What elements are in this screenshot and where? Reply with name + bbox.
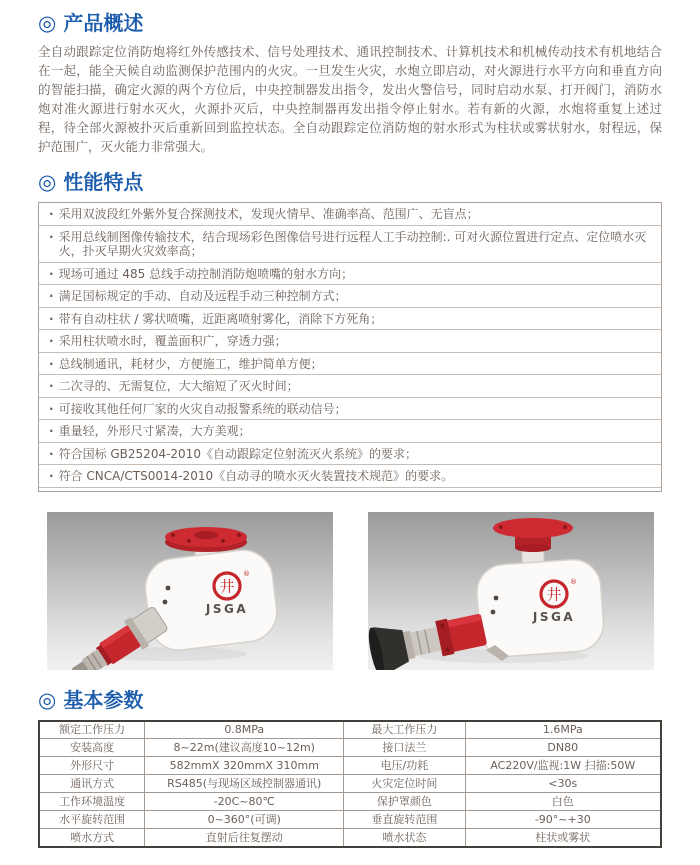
bullet-icon: ·	[49, 207, 54, 221]
feature-item	[39, 465, 661, 488]
param-value: RS485(与现场区域控制器通讯)	[145, 775, 344, 793]
feature-item	[39, 330, 661, 353]
param-label: 外形尺寸	[39, 757, 145, 775]
param-label: 水平旋转范围	[39, 811, 145, 829]
table-row	[39, 811, 661, 829]
param-label: 垂直旋转范围	[344, 811, 465, 829]
feature-item	[39, 353, 661, 376]
feature-text: 二次寻的、无需复位，大大缩短了灭火时间；	[58, 379, 299, 393]
sensor-dot	[162, 599, 167, 604]
bullet-icon: ·	[49, 401, 54, 416]
section-bullseye-icon: ◎	[38, 11, 57, 35]
param-label: 最大工作压力	[344, 721, 465, 739]
section-title-overview: 产品概述	[63, 11, 144, 35]
registered-mark: ®	[242, 569, 250, 578]
param-value: -20C~80℃	[145, 793, 344, 811]
param-label: 额定工作压力	[39, 721, 145, 739]
table-row	[39, 757, 661, 775]
param-value: DN80	[465, 739, 661, 757]
feature-item	[39, 420, 661, 443]
section-header-overview	[38, 10, 662, 36]
emblem-glyph: 井	[545, 585, 562, 603]
feature-item	[39, 203, 661, 226]
bullet-icon: ·	[49, 424, 54, 438]
param-label: 喷水方式	[39, 829, 145, 847]
param-value: 1.6MPa	[465, 721, 661, 739]
feature-text: 符合 CNCA/CTS0014-2010《自动寻的喷水灭火装置技术规范》的要求。	[58, 469, 454, 483]
fire-monitor-illustration-cone-nozzle	[368, 512, 654, 670]
feature-text: 满足国标规定的手动、自动及远程手动三种控制方式；	[58, 289, 347, 303]
monitor-body	[475, 557, 605, 657]
section-header-params	[38, 687, 662, 713]
product-photos-row	[38, 512, 662, 670]
feature-text: 符合国标 GB25204-2010《自动跟踪定位射流灭火系统》的要求；	[58, 446, 417, 461]
feature-text: 现场可通过 485 总线手动控制消防炮喷嘴的射水方向；	[58, 266, 354, 281]
table-row	[39, 775, 661, 793]
param-value: 582mmX 320mmX 310mm	[145, 757, 344, 775]
red-flange	[493, 518, 573, 564]
product-photo-right	[368, 512, 654, 670]
bullet-icon: ·	[49, 446, 54, 461]
param-label: 喷水状态	[344, 829, 465, 847]
param-value: -90°~+30	[465, 811, 661, 829]
section-bullseye-icon: ◎	[38, 687, 57, 712]
param-value: 0.8MPa	[145, 721, 344, 739]
basic-parameters-table	[38, 720, 662, 848]
param-label: 接口法兰	[344, 739, 465, 757]
feature-list	[38, 202, 662, 492]
feature-item	[39, 375, 661, 398]
sensor-dot	[165, 585, 170, 590]
feature-text: 总线制通讯，耗材少，方便施工，维护简单方便；	[58, 356, 323, 371]
feature-text: 采用双波段红外紫外复合探测技术，发现火情早、准确率高、范围广、无盲点；	[58, 207, 479, 221]
param-label: 保护罩颜色	[344, 793, 465, 811]
red-flange	[165, 527, 247, 552]
bullet-icon: ·	[49, 289, 54, 303]
section-bullseye-icon: ◎	[38, 170, 57, 194]
param-value: <30s	[465, 775, 661, 793]
table-row	[39, 793, 661, 811]
param-label: 火灾定位时间	[344, 775, 465, 793]
feature-item	[39, 443, 661, 466]
sensor-dot	[493, 595, 498, 600]
feature-item	[39, 398, 661, 421]
table-row	[39, 721, 661, 739]
fire-monitor-illustration-angled-nozzle	[47, 512, 333, 670]
monitor-body	[141, 546, 279, 653]
feature-item	[39, 226, 661, 263]
param-label: 安装高度	[39, 739, 145, 757]
feature-text: 重量轻，外形尺寸紧凑，大方美观；	[58, 424, 251, 438]
emblem-glyph: 井	[218, 577, 235, 595]
feature-text: 带有自动柱状 / 雾状喷嘴，近距离喷射雾化，消除下方死角；	[58, 311, 383, 326]
feature-item	[39, 263, 661, 286]
table-row	[39, 829, 661, 847]
section-title-features: 性能特点	[63, 170, 144, 194]
bullet-icon: ·	[49, 266, 54, 281]
param-value: 白色	[465, 793, 661, 811]
feature-text: 采用总线制图像传输技术，结合现场彩色图像信号进行远程人工手动控制:. 可对火源位置进行定点、定位喷水灭火，扑灭早期火灾效率高；	[58, 229, 647, 258]
bullet-icon: ·	[49, 379, 54, 393]
feature-item	[39, 285, 661, 308]
bullet-icon: ·	[49, 229, 54, 244]
feature-item	[39, 308, 661, 331]
param-label: 通讯方式	[39, 775, 145, 793]
bullet-icon: ·	[49, 334, 54, 348]
table-row	[39, 739, 661, 757]
param-value: 0~360°(可调)	[145, 811, 344, 829]
feature-text: 可接收其他任何厂家的火灾自动报警系统的联动信号；	[58, 401, 347, 416]
registered-mark: ®	[569, 577, 577, 586]
brand-text: JSGA	[532, 609, 575, 624]
section-header-features	[38, 169, 662, 195]
param-value: 8~22m(建议高度10~12m)	[145, 739, 344, 757]
param-value: AC220V/监视:1W 扫描:50W	[465, 757, 661, 775]
bullet-icon: ·	[49, 469, 54, 483]
param-label: 电压/功耗	[344, 757, 465, 775]
feature-text: 采用柱状喷水时，覆盖面积广，穿透力强；	[58, 334, 287, 348]
section-title-params: 基本参数	[63, 687, 144, 712]
product-photo-left	[47, 512, 333, 670]
overview-paragraph: 全自动跟踪定位消防炮将红外传感技术、信号处理技术、通讯控制技术、计算机技术和机械传动技术有机地结合在一起，能全天候自动监测保护范围内的火灾。一旦发生火灾，水炮立即启动，对火源进行水平方向和垂直方向的智能扫描，确定火源的两个方位后，中央控制器发出指令，发出火警信号，同时启动水泵、打开阀门，消防水炮对准火源进行射水灭火，火源扑灭后，中央控制器再发出指令停止射水。若有新的火源，水炮将重复上述过程，待全部火源被扑灭后重新回到监控状态。全自动跟踪定位消防炮的射水形式为柱状或雾状射水，射程远，保护范围广，灭火能力非常强大。	[38, 44, 662, 154]
param-value: 直射后往复摆动	[145, 829, 344, 847]
brand-text: JSGA	[205, 601, 248, 616]
bullet-icon: ·	[49, 356, 54, 371]
param-label: 工作环境温度	[39, 793, 145, 811]
sensor-dot	[490, 609, 495, 614]
param-value: 柱状或雾状	[465, 829, 661, 847]
bullet-icon: ·	[49, 311, 54, 326]
